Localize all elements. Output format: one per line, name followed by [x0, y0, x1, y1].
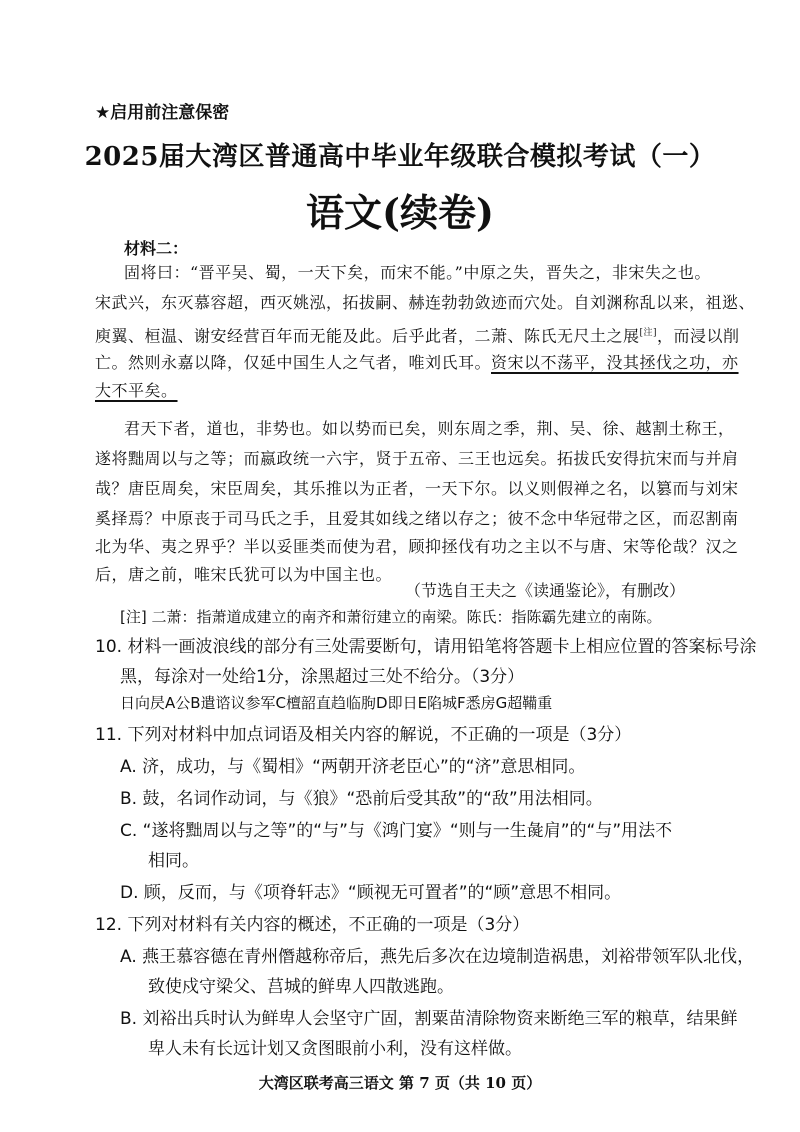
material-p1-line	[95, 380, 715, 402]
underlined-text: 资宋以不荡平，没其拯伐之功，亦	[491, 353, 739, 372]
material-source: （节选自王夫之《读通鉴论》，有删改）	[405, 581, 686, 600]
material-p1-line: 宋武兴，东灭慕容超，西灭姚泓，拓拔嗣、赫连勃勃敛迹而穴处。自刘渊称乱以来，祖逖、	[95, 293, 756, 312]
confidential-mark: ★启用前注意保密	[95, 103, 230, 123]
exam-title: 2025届大湾区普通高中毕业年级联合模拟考试（一）	[84, 142, 716, 172]
question-10-stem: 10. 材料一画波浪线的部分有三处需要断句，请用铅笔将答题卡上相应位置的答案标号涂	[95, 637, 757, 657]
question-11-option-c: 相同。	[148, 851, 199, 871]
material-p1-line	[95, 322, 740, 347]
question-10-options: 日向昃A公B遣谘议参军C檀韶直趋临朐D即日E陷城F悉房G超鞴重	[120, 694, 553, 712]
question-10-stem: 黑，每涂对一处给1分，涂黑超过三处不给分。（3分）	[120, 667, 525, 687]
underlined-text: 大不平矣。	[95, 381, 178, 400]
question-12-option-a: 致使戍守梁父、莒城的鲜卑人四散逃跑。	[148, 977, 454, 997]
subject-title: 语文(续卷)	[306, 190, 494, 235]
material-heading: 材料二：	[124, 239, 189, 258]
question-11-option-c: C. “遂将黜周以与之等”的“与”与《鸿门宴》“则与一生彘肩”的“与”用法不	[120, 821, 673, 841]
material-p1-line	[95, 352, 739, 374]
material-p2-line: 哉？唐臣周矣，宋臣周矣，其乐推以为正者，一天下尔。以义则假禅之名，以篡而与刘宋	[95, 479, 739, 498]
question-12-stem: 12. 下列对材料有关内容的概述，不正确的一项是（3分）	[95, 915, 530, 935]
material-p2-line: 君天下者，道也，非势也。如以势而已矣，则东周之季，荆、吴、徐、越割土称王，	[124, 419, 735, 438]
material-note: [注] 二萧：指萧道成建立的南齐和萧衍建立的南梁。陈氏：指陈霸先建立的南陈。	[120, 608, 662, 626]
question-12-option-b: B. 刘裕出兵时认为鲜卑人会坚守广固，割粟苗清除物资来断绝三军的粮草，结果鲜	[120, 1009, 738, 1029]
question-11-option-b: B. 鼓，名词作动词，与《狼》“恐前后受其敌”的“敌”用法相同。	[120, 789, 603, 809]
question-12-option-b: 卑人未有长远计划又贪图眼前小利，没有这样做。	[148, 1039, 522, 1059]
material-p1-line: 固将曰：“晋平吴、蜀，一天下矣，而宋不能。”中原之失，晋失之，非宋失之也。	[124, 263, 711, 282]
material-text: ，而浸以削	[657, 326, 740, 346]
question-11-option-a: A. 济，成功，与《蜀相》“两朝开济老臣心”的“济”意思相同。	[120, 757, 586, 777]
page-footer: 大湾区联考高三语文 第 7 页（共 10 页）	[258, 1074, 542, 1092]
material-p2-line: 遂将黜周以与之等；而嬴政统一六宇，贤于五帝、三王也远矣。拓拔氏安得抗宋而与并肩	[95, 449, 739, 468]
material-p2-line: 后，唐之前，唯宋氏犹可以为中国主也。	[95, 565, 393, 584]
question-12-option-a: A. 燕王慕容德在青州僭越称帝后，燕先后多次在边境制造祸患，刘裕带领军队北伐，	[120, 947, 755, 967]
material-p2-line: 北为华、夷之界乎？半以妥匪类而使为君，顾抑拯伐有功之主以不与唐、宋等伦哉？汉之	[95, 537, 739, 556]
question-11-option-d: D. 顾，反而，与《项脊轩志》“顾视无可置者”的“顾”意思不相同。	[120, 883, 622, 903]
note-marker: [注]	[639, 328, 658, 338]
question-11-stem: 11. 下列对材料中加点词语及相关内容的解说，不正确的一项是（3分）	[95, 725, 632, 745]
material-text: 庾翼、桓温、谢安经营百年而无能及此。后乎此者，二萧、陈氏无尺土之展	[95, 326, 640, 346]
material-p2-line: 奚择焉？中原丧于司马氏之手，且爱其如线之绪以存之；彼不念中华冠带之区，而忍割南	[95, 509, 739, 528]
material-text: 亡。然则永嘉以降，仅延中国生人之气者，唯刘氏耳。	[95, 353, 492, 372]
